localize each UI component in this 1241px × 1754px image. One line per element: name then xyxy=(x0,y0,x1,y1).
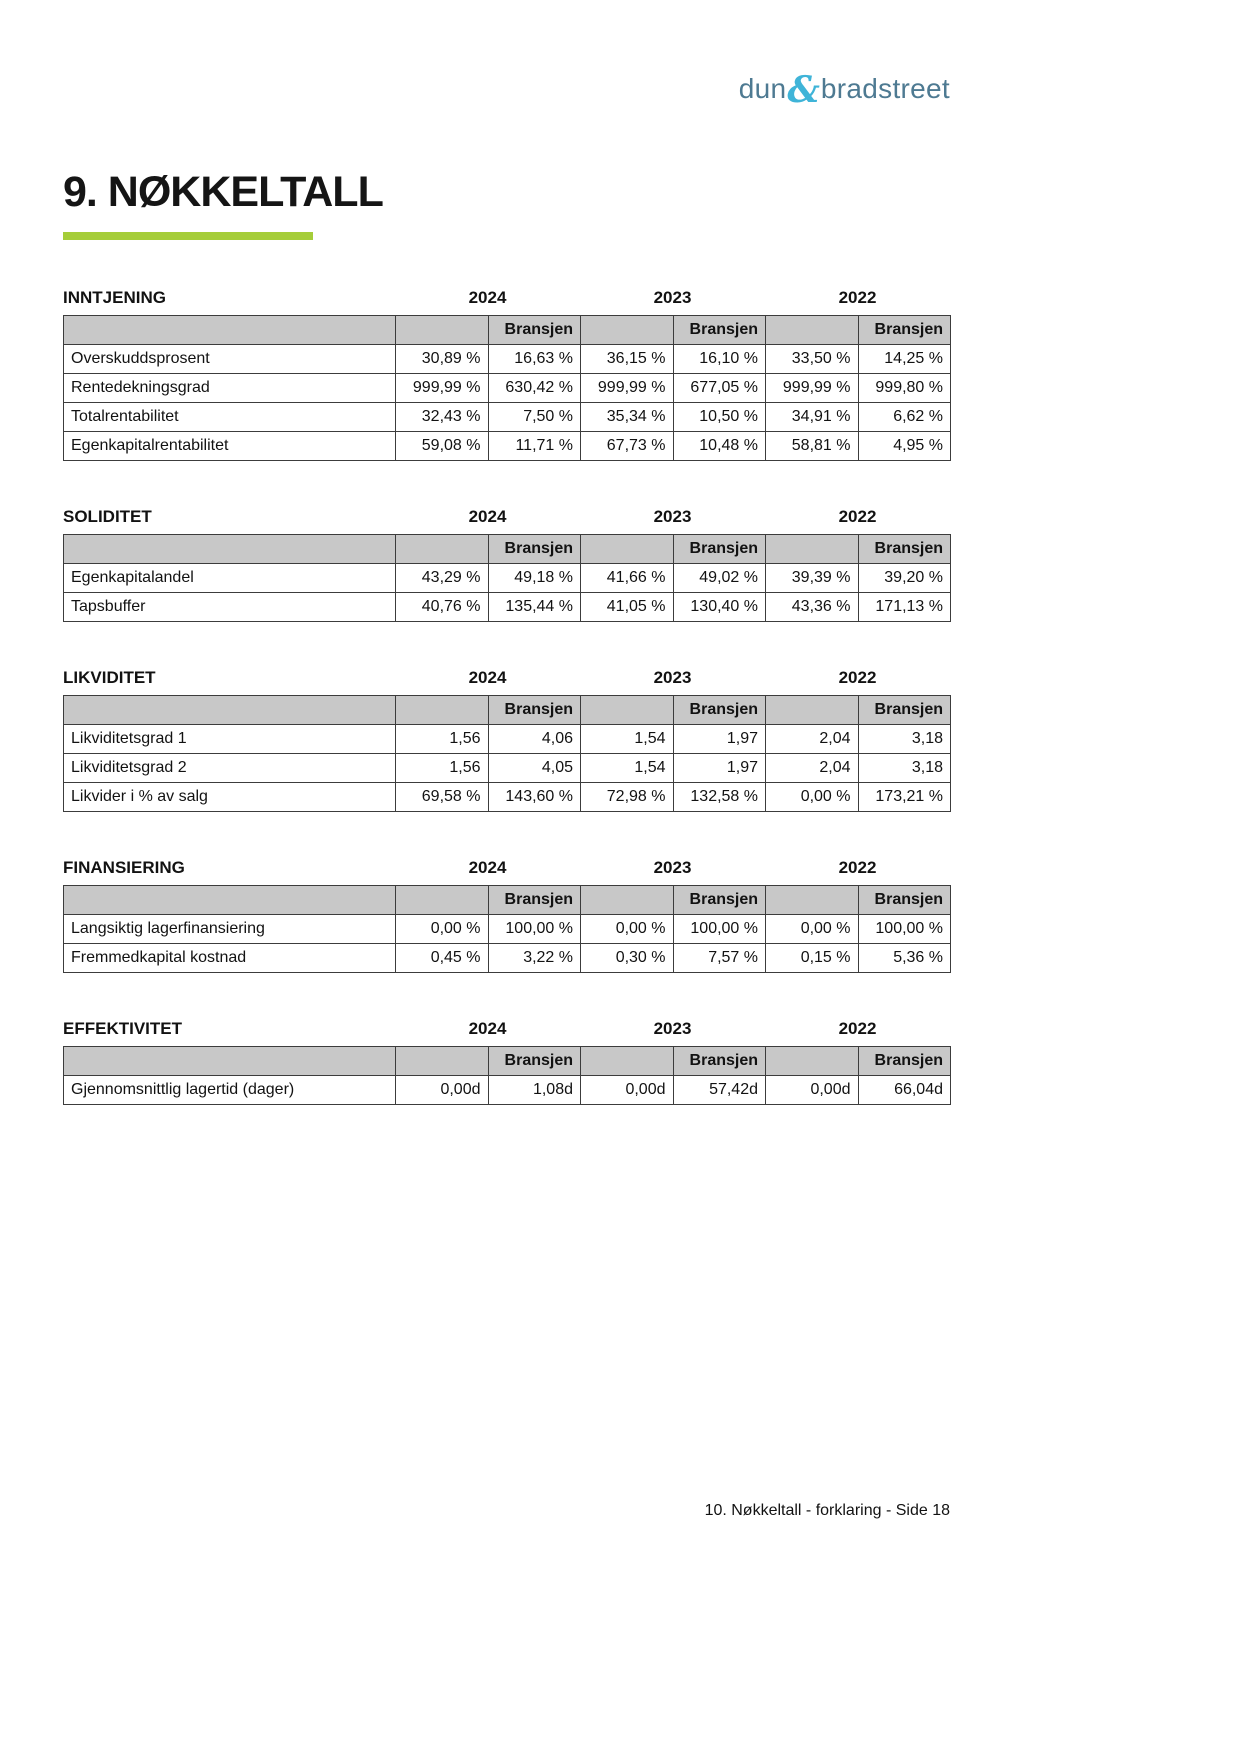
table-section-header xyxy=(63,507,950,527)
empty-header-cell xyxy=(64,886,396,915)
metric-value-cell: 7,50 % xyxy=(488,403,581,432)
metric-value-cell: 0,00d xyxy=(766,1076,859,1105)
empty-header-cell xyxy=(64,535,396,564)
metric-row xyxy=(64,564,951,593)
keyfigures-table xyxy=(63,315,951,461)
metric-value-cell: 4,06 xyxy=(488,725,581,754)
bransjen-header-cell: Bransjen xyxy=(673,535,766,564)
metric-value-cell: 171,13 % xyxy=(858,593,951,622)
metric-value-cell: 16,10 % xyxy=(673,345,766,374)
metric-label-cell: Tapsbuffer xyxy=(64,593,396,622)
metric-label-cell: Totalrentabilitet xyxy=(64,403,396,432)
metric-value-cell: 0,45 % xyxy=(396,944,489,973)
metric-value-cell: 135,44 % xyxy=(488,593,581,622)
empty-header-cell xyxy=(766,535,859,564)
metric-value-cell: 59,08 % xyxy=(396,432,489,461)
section-title: FINANSIERING xyxy=(63,858,185,877)
metric-value-cell: 43,36 % xyxy=(766,593,859,622)
empty-header-cell xyxy=(766,316,859,345)
empty-header-cell xyxy=(581,316,674,345)
metric-value-cell: 41,66 % xyxy=(581,564,674,593)
table-section-header xyxy=(63,668,950,688)
metric-value-cell: 5,36 % xyxy=(858,944,951,973)
metric-value-cell: 4,05 xyxy=(488,754,581,783)
metric-value-cell: 0,00d xyxy=(581,1076,674,1105)
bransjen-header-cell: Bransjen xyxy=(858,535,951,564)
keyfigures-table xyxy=(63,534,951,622)
empty-header-cell xyxy=(766,1047,859,1076)
metric-value-cell: 36,15 % xyxy=(581,345,674,374)
bransjen-header-cell: Bransjen xyxy=(858,696,951,725)
metric-value-cell: 10,50 % xyxy=(673,403,766,432)
metric-value-cell: 3,18 xyxy=(858,725,951,754)
metric-value-cell: 0,00 % xyxy=(581,915,674,944)
metric-label-cell: Gjennomsnittlig lagertid (dager) xyxy=(64,1076,396,1105)
section-title: LIKVIDITET xyxy=(63,668,156,687)
metric-value-cell: 67,73 % xyxy=(581,432,674,461)
metric-value-cell: 1,56 xyxy=(396,754,489,783)
year-label: 2024 xyxy=(468,507,507,526)
metric-value-cell: 3,22 % xyxy=(488,944,581,973)
title-accent-bar xyxy=(63,232,313,240)
metric-value-cell: 39,20 % xyxy=(858,564,951,593)
year-label: 2022 xyxy=(838,668,877,687)
empty-header-cell xyxy=(766,886,859,915)
keyfigures-table xyxy=(63,695,951,812)
logo-row xyxy=(63,0,950,111)
metric-value-cell: 10,48 % xyxy=(673,432,766,461)
empty-header-cell xyxy=(396,696,489,725)
logo-word-dun: dun xyxy=(738,73,787,104)
dun-bradstreet-logo xyxy=(738,69,950,111)
metric-value-cell: 100,00 % xyxy=(488,915,581,944)
year-label: 2022 xyxy=(838,288,877,307)
metric-value-cell: 173,21 % xyxy=(858,783,951,812)
metric-value-cell: 41,05 % xyxy=(581,593,674,622)
metric-value-cell: 100,00 % xyxy=(673,915,766,944)
metric-value-cell: 132,58 % xyxy=(673,783,766,812)
bransjen-header-row xyxy=(64,316,951,345)
metric-row xyxy=(64,754,951,783)
metric-label-cell: Egenkapitalandel xyxy=(64,564,396,593)
metric-value-cell: 49,18 % xyxy=(488,564,581,593)
year-label: 2023 xyxy=(653,507,692,526)
bransjen-header-cell: Bransjen xyxy=(488,696,581,725)
metric-value-cell: 16,63 % xyxy=(488,345,581,374)
metric-label-cell: Egenkapitalrentabilitet xyxy=(64,432,396,461)
metric-value-cell: 999,99 % xyxy=(581,374,674,403)
metric-value-cell: 57,42d xyxy=(673,1076,766,1105)
empty-header-cell xyxy=(396,886,489,915)
year-label: 2023 xyxy=(653,288,692,307)
metric-value-cell: 69,58 % xyxy=(396,783,489,812)
metric-row xyxy=(64,915,951,944)
empty-header-cell xyxy=(581,696,674,725)
metric-value-cell: 2,04 xyxy=(766,754,859,783)
metric-value-cell: 32,43 % xyxy=(396,403,489,432)
metric-value-cell: 7,57 % xyxy=(673,944,766,973)
metric-value-cell: 33,50 % xyxy=(766,345,859,374)
year-label: 2023 xyxy=(653,858,692,877)
bransjen-header-cell: Bransjen xyxy=(673,316,766,345)
bransjen-header-cell: Bransjen xyxy=(858,886,951,915)
keyfigures-table-block xyxy=(63,1019,950,1105)
empty-header-cell xyxy=(581,535,674,564)
year-label: 2022 xyxy=(838,507,877,526)
page-content xyxy=(63,0,950,1105)
keyfigures-table xyxy=(63,885,951,973)
metric-value-cell: 0,00 % xyxy=(396,915,489,944)
bransjen-header-row xyxy=(64,1047,951,1076)
year-label: 2023 xyxy=(653,668,692,687)
bransjen-header-cell: Bransjen xyxy=(673,886,766,915)
bransjen-header-row xyxy=(64,696,951,725)
metric-value-cell: 630,42 % xyxy=(488,374,581,403)
metric-value-cell: 11,71 % xyxy=(488,432,581,461)
metric-value-cell: 1,97 xyxy=(673,754,766,783)
empty-header-cell xyxy=(64,316,396,345)
bransjen-header-cell: Bransjen xyxy=(858,1047,951,1076)
page-title: 9. NØKKELTALL xyxy=(63,168,383,216)
metric-row xyxy=(64,374,951,403)
metric-value-cell: 1,54 xyxy=(581,725,674,754)
metric-value-cell: 34,91 % xyxy=(766,403,859,432)
metric-row xyxy=(64,783,951,812)
empty-header-cell xyxy=(64,696,396,725)
year-label: 2024 xyxy=(468,668,507,687)
empty-header-cell xyxy=(581,886,674,915)
metric-value-cell: 100,00 % xyxy=(858,915,951,944)
keyfigures-table-block xyxy=(63,858,950,973)
metric-value-cell: 58,81 % xyxy=(766,432,859,461)
year-label: 2024 xyxy=(468,1019,507,1038)
bransjen-header-cell: Bransjen xyxy=(488,886,581,915)
year-label: 2023 xyxy=(653,1019,692,1038)
bransjen-header-cell: Bransjen xyxy=(488,1047,581,1076)
bransjen-header-cell: Bransjen xyxy=(673,1047,766,1076)
logo-word-bradstreet: bradstreet xyxy=(820,73,950,104)
year-label: 2024 xyxy=(468,858,507,877)
metric-value-cell: 0,30 % xyxy=(581,944,674,973)
metric-value-cell: 3,18 xyxy=(858,754,951,783)
logo-ampersand-icon: & xyxy=(787,69,820,111)
bransjen-header-cell: Bransjen xyxy=(488,535,581,564)
metric-value-cell: 0,00 % xyxy=(766,783,859,812)
metric-value-cell: 677,05 % xyxy=(673,374,766,403)
metric-value-cell: 130,40 % xyxy=(673,593,766,622)
metric-value-cell: 1,08d xyxy=(488,1076,581,1105)
section-title: SOLIDITET xyxy=(63,507,152,526)
metric-value-cell: 66,04d xyxy=(858,1076,951,1105)
metric-label-cell: Rentedekningsgrad xyxy=(64,374,396,403)
metric-value-cell: 43,29 % xyxy=(396,564,489,593)
metric-label-cell: Overskuddsprosent xyxy=(64,345,396,374)
metric-label-cell: Fremmedkapital kostnad xyxy=(64,944,396,973)
metric-label-cell: Langsiktig lagerfinansiering xyxy=(64,915,396,944)
metric-value-cell: 35,34 % xyxy=(581,403,674,432)
metric-label-cell: Likviditetsgrad 2 xyxy=(64,754,396,783)
metric-value-cell: 30,89 % xyxy=(396,345,489,374)
metric-value-cell: 1,54 xyxy=(581,754,674,783)
metric-row xyxy=(64,725,951,754)
metric-value-cell: 6,62 % xyxy=(858,403,951,432)
keyfigures-table-block xyxy=(63,668,950,812)
table-section-header xyxy=(63,1019,950,1039)
metric-value-cell: 0,15 % xyxy=(766,944,859,973)
metric-row xyxy=(64,593,951,622)
metric-value-cell: 1,97 xyxy=(673,725,766,754)
keyfigures-table xyxy=(63,1046,951,1105)
metric-label-cell: Likvider i % av salg xyxy=(64,783,396,812)
metric-value-cell: 72,98 % xyxy=(581,783,674,812)
year-label: 2022 xyxy=(838,1019,877,1038)
bransjen-header-cell: Bransjen xyxy=(858,316,951,345)
bransjen-header-cell: Bransjen xyxy=(673,696,766,725)
metric-value-cell: 143,60 % xyxy=(488,783,581,812)
metric-row xyxy=(64,944,951,973)
metric-row xyxy=(64,1076,951,1105)
page-footer: 10. Nøkkeltall - forklaring - Side 18 xyxy=(704,1502,950,1519)
keyfigures-table-block xyxy=(63,507,950,622)
metric-value-cell: 0,00 % xyxy=(766,915,859,944)
keyfigures-table-block xyxy=(63,288,950,461)
section-title: INNTJENING xyxy=(63,288,166,307)
empty-header-cell xyxy=(396,316,489,345)
metric-label-cell: Likviditetsgrad 1 xyxy=(64,725,396,754)
metric-value-cell: 0,00d xyxy=(396,1076,489,1105)
metric-value-cell: 49,02 % xyxy=(673,564,766,593)
table-section-header xyxy=(63,288,950,308)
keyfigures-tables xyxy=(63,288,950,1105)
empty-header-cell xyxy=(581,1047,674,1076)
metric-value-cell: 1,56 xyxy=(396,725,489,754)
bransjen-header-cell: Bransjen xyxy=(488,316,581,345)
bransjen-header-row xyxy=(64,535,951,564)
metric-row xyxy=(64,432,951,461)
metric-row xyxy=(64,403,951,432)
section-title: EFFEKTIVITET xyxy=(63,1019,182,1038)
empty-header-cell xyxy=(64,1047,396,1076)
year-label: 2024 xyxy=(468,288,507,307)
metric-value-cell: 4,95 % xyxy=(858,432,951,461)
metric-value-cell: 2,04 xyxy=(766,725,859,754)
metric-value-cell: 14,25 % xyxy=(858,345,951,374)
year-label: 2022 xyxy=(838,858,877,877)
table-section-header xyxy=(63,858,950,878)
empty-header-cell xyxy=(396,535,489,564)
metric-value-cell: 999,99 % xyxy=(396,374,489,403)
bransjen-header-row xyxy=(64,886,951,915)
metric-value-cell: 39,39 % xyxy=(766,564,859,593)
metric-value-cell: 999,80 % xyxy=(858,374,951,403)
empty-header-cell xyxy=(396,1047,489,1076)
metric-value-cell: 40,76 % xyxy=(396,593,489,622)
metric-value-cell: 999,99 % xyxy=(766,374,859,403)
empty-header-cell xyxy=(766,696,859,725)
metric-row xyxy=(64,345,951,374)
